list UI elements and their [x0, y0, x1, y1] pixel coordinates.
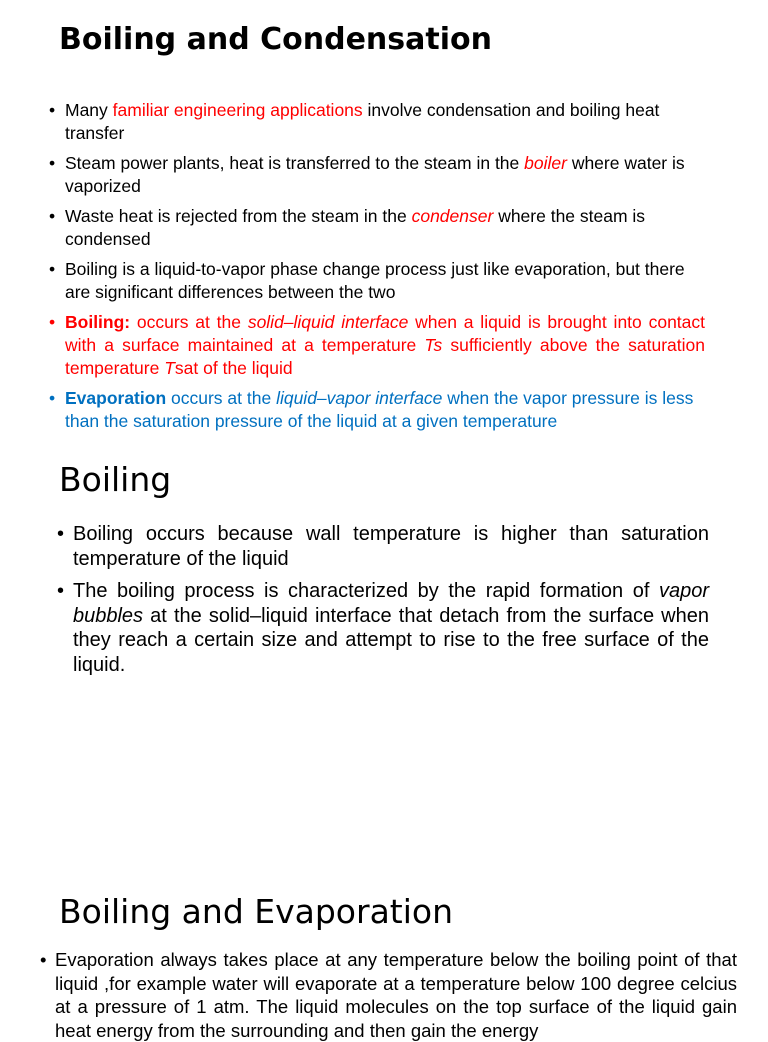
term-label: Evaporation	[65, 388, 167, 408]
bullet-text: where water is vaporized	[65, 153, 685, 196]
bullet-text: Boiling occurs because wall temperature is higher than saturation temperature of the liquid	[73, 523, 709, 570]
bullet-text: when the vapor pressure is less than the saturation pressure of the liquid at a given temperature	[65, 388, 694, 431]
bullet-text: where the steam is condensed	[65, 206, 646, 249]
slide-boiling-and-evaporation	[0, 860, 768, 1041]
bullet-text: when a liquid is brought into contact with a surface maintained at a temperature	[65, 312, 706, 355]
bullet-item	[65, 99, 705, 145]
bullet-item	[73, 522, 709, 571]
italic-term: solid–liquid interface	[247, 312, 409, 332]
bullet-text: Many	[65, 100, 113, 120]
bullet-text: occurs at the	[130, 312, 248, 332]
evaporation-definition-bullet	[65, 387, 705, 433]
bullet-text: at the solid–liquid interface that detach from the surface when they reach a certain size and attempt to rise to the free surface of the liquid.	[73, 604, 709, 676]
bullet-text: sat of the liquid	[174, 358, 293, 378]
slide-title: Boiling and Condensation	[59, 22, 492, 57]
term-label: Boiling:	[65, 312, 131, 332]
italic-term: T	[164, 358, 175, 378]
bullet-text: Evaporation always takes place at any temperature below the boiling point of that liquid ,for example water will evaporate at a temperature below 100 degree celcius at a pressure of 1 atm. The liquid molecules on the top surface of the liquid gain heat energy from the surrounding and then gain the energy	[55, 949, 737, 1041]
highlighted-term: condenser	[411, 206, 494, 226]
bullet-item	[73, 579, 709, 677]
boiling-definition-bullet	[65, 311, 705, 380]
slide-title: Boiling and Evaporation	[59, 892, 454, 931]
bullet-text: involve condensation and boiling heat transfer	[65, 100, 660, 143]
bullet-list	[73, 522, 709, 685]
bullet-text: occurs at the	[166, 388, 277, 408]
bullet-text: Boiling is a liquid-to-vapor phase change process just like evaporation, but there are significant differences between the two	[65, 259, 685, 302]
bullet-text: The boiling process is characterized by the rapid formation of	[73, 580, 659, 602]
bullet-text: Steam power plants, heat is transferred to the steam in the	[65, 153, 525, 173]
slide-boiling-and-condensation	[0, 0, 768, 440]
bullet-item	[65, 205, 705, 251]
italic-term: liquid–vapor interface	[276, 388, 443, 408]
bullet-text: sufficiently above the saturation temperature	[65, 335, 705, 378]
bullet-item	[55, 948, 737, 1042]
slide-boiling	[0, 440, 768, 860]
bullet-item	[65, 152, 705, 198]
highlighted-term: boiler	[524, 153, 567, 173]
bullet-list	[65, 99, 705, 440]
italic-term: vapor bubbles	[73, 580, 709, 627]
italic-term: Ts	[424, 335, 443, 355]
bullet-item	[65, 258, 705, 304]
slide-title: Boiling	[59, 460, 172, 499]
bullet-text: Waste heat is rejected from the steam in the	[65, 206, 412, 226]
highlighted-term: familiar engineering applications	[112, 100, 363, 120]
bullet-list	[55, 948, 737, 1042]
